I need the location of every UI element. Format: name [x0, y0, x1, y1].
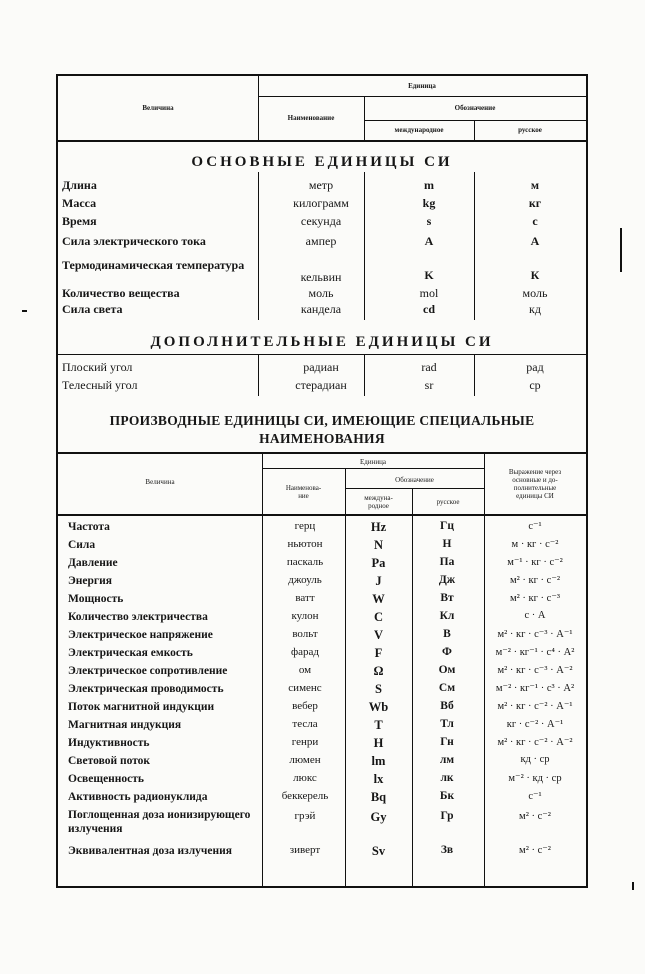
rus-symbol: моль [522, 286, 548, 300]
scan-mark [22, 310, 27, 312]
si-expression: м² · кг · с⁻² · А⁻² [497, 737, 573, 748]
intl-symbol: K [424, 268, 434, 282]
derived-header-intl: междуна- [364, 494, 393, 502]
additional-unit-row [58, 360, 586, 378]
derived-header-unit: Единица [360, 458, 386, 466]
derived-unit-row [58, 646, 586, 664]
derived-unit-row [58, 772, 586, 790]
unit-name: ампер [305, 234, 337, 248]
rus-symbol: Н [442, 538, 452, 550]
quantity-name: Световой поток [68, 755, 151, 767]
si-expression: м · кг · с⁻² [511, 539, 559, 550]
intl-symbol: s [426, 214, 432, 228]
base-unit-row [58, 196, 586, 214]
rus-symbol: Тл [440, 718, 454, 730]
si-expression: м² · кг · с⁻³ [509, 593, 561, 604]
header-divider [364, 120, 586, 121]
unit-name: килограмм [293, 196, 349, 210]
si-expression: м² · кг · с⁻³ · А⁻¹ [497, 629, 573, 640]
intl-symbol: A [424, 234, 434, 248]
si-expression: м² · с⁻² [519, 845, 551, 856]
quantity-name: Поглощенная доза ионизирующего излучения [68, 809, 251, 835]
rus-symbol: Вт [440, 592, 454, 604]
rus-symbol: кд [529, 302, 541, 316]
rus-symbol: В [443, 628, 451, 640]
unit-name: вебер [292, 700, 318, 712]
derived-unit-row [58, 682, 586, 700]
unit-name: люкс [293, 772, 317, 784]
scan-mark [620, 228, 622, 272]
quantity-name: Энергия [68, 575, 112, 587]
rus-symbol: К [530, 268, 540, 282]
base-unit-row [58, 302, 586, 320]
intl-symbol: Ω [373, 664, 384, 678]
rus-symbol: Па [439, 556, 455, 568]
unit-name: зиверт [289, 844, 321, 856]
si-expression: с⁻¹ [528, 791, 542, 802]
rus-symbol: Гр [440, 810, 454, 822]
header-international: международное [394, 126, 444, 134]
intl-symbol: S [375, 682, 382, 696]
rus-symbol: А [530, 234, 540, 248]
rus-symbol: См [438, 682, 456, 694]
quantity-name: Поток магнитной индукции [68, 701, 215, 713]
derived-unit-row [58, 754, 586, 772]
unit-name: кандела [300, 302, 342, 316]
rus-symbol: Ом [438, 664, 456, 676]
derived-unit-row [58, 538, 586, 556]
quantity-name: Сила электрического тока [62, 234, 206, 248]
unit-name: люмен [289, 754, 321, 766]
unit-name: кулон [291, 610, 319, 622]
quantity-name: Электрическое напряжение [68, 629, 213, 641]
quantity-name: Частота [68, 521, 110, 533]
derived-unit-row [58, 718, 586, 736]
quantity-name: Масса [62, 196, 97, 210]
unit-name: радиан [303, 360, 339, 374]
derived-unit-row [58, 664, 586, 682]
rus-symbol: Бк [439, 790, 455, 802]
rus-symbol: Гн [440, 736, 454, 748]
intl-symbol: V [373, 628, 384, 642]
quantity-name: Эквивалентная доза излучения [68, 845, 232, 857]
intl-symbol: H [373, 736, 384, 750]
derived-unit-row [58, 556, 586, 574]
rus-symbol: Кл [439, 610, 455, 622]
derived-unit-row [58, 628, 586, 646]
derived-header-top [58, 452, 586, 454]
derived-unit-row [58, 592, 586, 610]
derived-unit-row [58, 700, 586, 718]
derived-unit-row [58, 610, 586, 628]
rus-symbol: ср [529, 378, 541, 392]
base-unit-row [58, 214, 586, 232]
si-expression: м⁻¹ · кг · с⁻² [507, 557, 563, 568]
derived-unit-row [58, 808, 586, 842]
intl-symbol: lx [373, 772, 384, 786]
intl-symbol: rad [421, 360, 437, 374]
rus-symbol: Дж [438, 574, 456, 586]
unit-name: беккерель [281, 790, 329, 802]
unit-name: джоуль [288, 574, 322, 586]
si-expression: м² · кг · с⁻² · А⁻¹ [497, 701, 573, 712]
derived-header-expr-cont: основные и до- [512, 476, 558, 484]
intl-symbol: F [374, 646, 383, 660]
quantity-name: Освещенность [68, 773, 145, 785]
si-expression: м² · кг · с⁻³ · А⁻² [497, 665, 573, 676]
quantity-name: Телесный угол [62, 378, 138, 392]
derived-header-name: Наименова- [285, 484, 322, 492]
intl-symbol: cd [423, 302, 435, 316]
quantity-name: Мощность [68, 593, 124, 605]
derived-header-bottom [58, 514, 586, 516]
header-russian: русское [518, 126, 542, 134]
intl-symbol: C [373, 610, 384, 624]
intl-symbol: T [374, 718, 383, 732]
derived-header-russian: русское [436, 498, 460, 506]
intl-symbol: mol [419, 286, 439, 300]
unit-name: герц [294, 520, 316, 532]
quantity-name: Плоский угол [62, 360, 133, 374]
unit-name: тесла [292, 718, 318, 730]
si-expression: с · А [524, 610, 546, 621]
derived-header-name-cont: ние [298, 492, 309, 500]
unit-name: грэй [294, 810, 316, 822]
table-top-border [58, 74, 586, 76]
derived-units-title: ПРОИЗВОДНЫЕ ЕДИНИЦЫ СИ, ИМЕЮЩИЕ СПЕЦИАЛЬНЫЕ [109, 413, 535, 428]
intl-symbol: J [375, 574, 382, 588]
intl-symbol: N [373, 538, 384, 552]
quantity-name: Индуктивность [68, 737, 150, 749]
derived-header-expr-cont: полнительные [513, 484, 557, 492]
units-table-page [56, 74, 588, 888]
rus-symbol: кг [528, 196, 542, 210]
intl-symbol: W [372, 592, 385, 606]
quantity-name: Давление [68, 557, 118, 569]
unit-name: стерадиан [295, 378, 347, 392]
unit-name: фарад [291, 646, 319, 658]
unit-name: кельвин [300, 270, 342, 284]
si-expression: кг · с⁻² · А⁻¹ [506, 719, 564, 730]
base-unit-row [58, 234, 586, 252]
intl-symbol: sr [424, 378, 434, 392]
rus-symbol: лк [440, 772, 454, 784]
derived-header-expr: Выражение через [508, 468, 562, 476]
derived-unit-row [58, 574, 586, 592]
si-expression: м² · кг · с⁻² [509, 575, 561, 586]
header-unit: Единица [408, 82, 436, 90]
si-expression: с⁻¹ [528, 521, 542, 532]
quantity-name: Время [62, 214, 97, 228]
quantity-name: Количество электричества [68, 611, 208, 623]
derived-unit-row [58, 844, 586, 862]
base-units-title: ОСНОВНЫЕ ЕДИНИЦЫ СИ [191, 154, 453, 170]
intl-symbol: Pa [371, 556, 386, 570]
rus-symbol: м [530, 178, 540, 192]
unit-name: ньютон [287, 538, 323, 550]
intl-symbol: Wb [368, 700, 389, 714]
derived-header-intl-cont: родное [368, 502, 389, 510]
rus-symbol: рад [526, 360, 544, 374]
quantity-name: Длина [62, 178, 97, 192]
derived-header-quantity: Величина [145, 478, 175, 486]
rus-symbol: Зв [440, 844, 454, 856]
quantity-name: Сила света [62, 302, 123, 316]
rus-symbol: с [532, 214, 538, 228]
header-symbol: Обозначение [454, 104, 496, 112]
unit-name: паскаль [286, 556, 324, 568]
derived-unit-row [58, 736, 586, 754]
intl-symbol: Sv [371, 844, 386, 858]
derived-header-symbol: Обозначение [395, 476, 434, 484]
derived-unit-row [58, 790, 586, 808]
quantity-name: Активность радионуклида [68, 791, 208, 803]
si-expression: м² · с⁻² [519, 811, 551, 822]
rus-symbol: Гц [440, 520, 454, 532]
intl-symbol: m [424, 178, 434, 192]
unit-name: вольт [292, 628, 318, 640]
header-bottom-border [58, 140, 586, 142]
header-divider [345, 488, 484, 489]
quantity-name: Количество вещества [62, 286, 180, 300]
additional-units-title: ДОПОЛНИТЕЛЬНЫЕ ЕДИНИЦЫ СИ [150, 334, 494, 350]
intl-symbol: kg [422, 196, 436, 210]
header-divider [258, 96, 586, 97]
rus-symbol: Вб [440, 700, 454, 712]
quantity-name: Сила [68, 539, 96, 551]
si-expression: м⁻² · кг⁻¹ · с³ · А² [495, 683, 575, 694]
intl-symbol: Gy [370, 810, 387, 824]
scan-mark [632, 882, 634, 890]
quantity-name: Электрическая проводимость [68, 683, 224, 695]
unit-name: ом [298, 664, 312, 676]
quantity-name: Электрическое сопротивление [68, 665, 228, 677]
intl-symbol: lm [371, 754, 386, 768]
rus-symbol: лм [439, 754, 455, 766]
intl-symbol: Hz [370, 520, 387, 534]
derived-units-title-cont: НАИМЕНОВАНИЯ [259, 431, 385, 446]
header-name: Наименование [287, 114, 335, 122]
unit-name: секунда [300, 214, 342, 228]
header-divider [262, 468, 484, 469]
quantity-name: Термодинамическая температура [62, 258, 245, 272]
section-rule [58, 354, 586, 355]
unit-name: метр [308, 178, 334, 192]
quantity-name: Электрическая емкость [68, 647, 193, 659]
unit-name: моль [308, 286, 334, 300]
rus-symbol: Ф [442, 646, 452, 658]
si-expression: м⁻² · кд · ср [508, 773, 562, 784]
si-expression: кд · ср [520, 754, 550, 765]
intl-symbol: Bq [370, 790, 387, 804]
unit-name: ватт [295, 592, 315, 604]
unit-name: сименс [288, 682, 322, 694]
base-unit-row [58, 178, 586, 196]
additional-unit-row [58, 378, 586, 396]
si-expression: м⁻² · кг⁻¹ · с⁴ · А² [495, 647, 575, 658]
header-quantity: Величина [142, 104, 174, 112]
derived-header-expr-cont: единицы СИ [516, 492, 554, 500]
derived-unit-row [58, 520, 586, 538]
unit-name: генри [291, 736, 319, 748]
quantity-name: Магнитная индукция [68, 719, 182, 731]
